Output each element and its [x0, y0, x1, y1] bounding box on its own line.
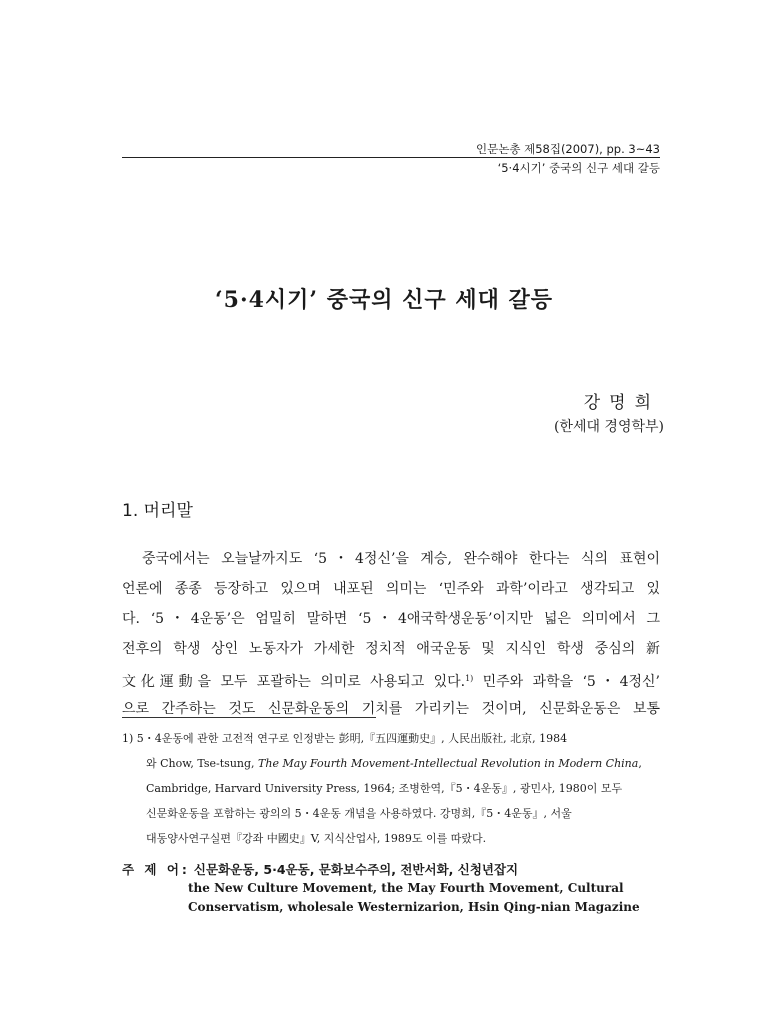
body-line: 전후의 학생 상인 노동자가 가세한 정치적 애국운동 및 지식인 학생 중심의 新 — [122, 641, 660, 657]
author-name: 강명희 — [583, 393, 660, 413]
footnote-text: , — [638, 757, 642, 770]
body-line-text: 文化運動을 모두 포괄하는 의미로 사용되고 있다. — [122, 674, 466, 690]
header-rule — [122, 157, 660, 158]
body-line-text: 민주와 과학을 ‘5・4정신’ — [473, 674, 660, 690]
body-line: 으로 간주하는 것도 신문화운동의 기치를 가리키는 것이며, 신문화운동은 보통 — [122, 701, 660, 717]
keywords-english-line: Conservatism, wholesale Westernizarion, Hsin Qing-nian Magazine — [188, 900, 640, 914]
keywords-label: 주 제 어: — [122, 862, 190, 877]
body-line: 중국에서는 오늘날까지도 ‘5・4정신’을 계승, 완수해야 한다는 식의 표현이 — [142, 551, 660, 567]
footnote-reference[interactable]: 1) — [465, 674, 474, 683]
keywords-korean: 신문화운동, 5·4운동, 문화보수주의, 전반서화, 신청년잡지 — [193, 862, 519, 877]
article-title: ‘5·4시기’ 중국의 신구 세대 갈등 — [214, 287, 553, 313]
section-heading: 1. 머리말 — [122, 501, 193, 521]
footnote-line: Cambridge, Harvard University Press, 1964; 조병한역,『5・4운동』, 광민사, 1980이 모두 — [146, 782, 623, 795]
body-line — [122, 664, 660, 694]
footnote — [122, 726, 660, 851]
keywords-english-line: the New Culture Movement, the May Fourth Movement, Cultural — [188, 881, 624, 895]
footnote-book-title: The May Fourth Movement-Intellectual Revolution in Modern China — [258, 757, 639, 770]
body-line: 언론에 종종 등장하고 있으며 내포된 의미는 ‘민주와 과학’이라고 생각되고 있 — [122, 581, 660, 597]
footnote-text: 와 Chow, Tse-tsung, — [146, 757, 259, 770]
running-short-title: ‘5·4시기’ 중국의 신구 세대 갈등 — [497, 161, 660, 175]
author-affiliation: (한세대 경영학부) — [553, 419, 664, 435]
footnote-line: 신문화운동을 포함하는 광의의 5・4운동 개념을 사용하였다. 강명희,『5・4운동』, 서울 — [146, 807, 572, 820]
running-header — [476, 140, 660, 178]
keywords-block — [122, 860, 682, 917]
journal-citation: 인문논총 제58집(2007), pp. 3~43 — [476, 142, 660, 156]
body-line: 다. ‘5・4운동’은 엄밀히 말하면 ‘5・4애국학생운동’이지만 넓은 의미에서 그 — [122, 611, 660, 627]
footnote-rule — [122, 717, 376, 718]
footnote-line: 대동양사연구실편『강좌 中國史』V, 지식산업사, 1989도 이를 따랐다. — [146, 832, 487, 845]
footnote-line: 1) 5・4운동에 관한 고전적 연구로 인정받는 彭明,『五四運動史』, 人民出版社, 北京, 1984 — [122, 732, 568, 745]
body-paragraph — [122, 544, 660, 724]
footnote-line — [122, 751, 660, 776]
